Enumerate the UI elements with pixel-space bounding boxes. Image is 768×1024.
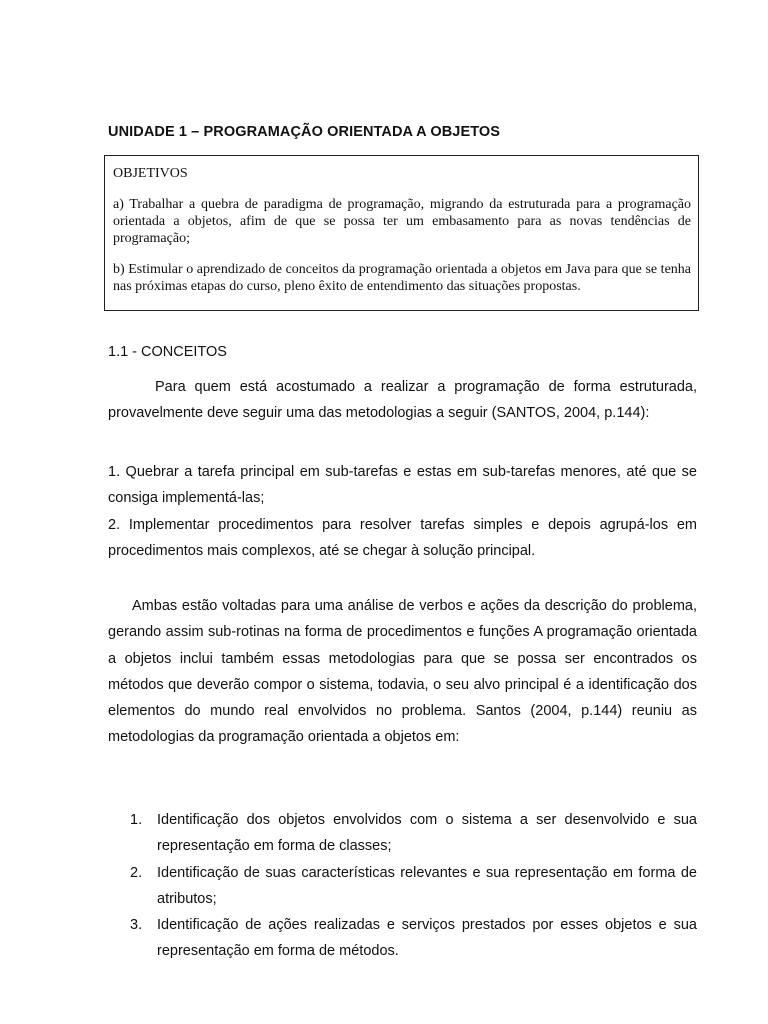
method-2: 2. Implementar procedimentos para resolver tarefas simples e depois agrupá-los em procedimentos mais complexos, até se chegar à solução principal. <box>108 516 697 559</box>
objective-item-a: a) Trabalhar a quebra de paradigma de programação, migrando da estruturada para a programação orientada a objetos, afim de que se possa ter um embasamento para as novas tendências de programação; <box>113 197 691 246</box>
objective-item-b: b) Estimular o aprendizado de conceitos da programação orientada a objetos em Java para que se tenha nas próximas etapas do curso, pleno êxito de entendimento das situações propostas. <box>113 262 691 294</box>
list-item <box>130 912 697 965</box>
objectives-box <box>104 155 699 311</box>
method-1: 1. Quebrar a tarefa principal em sub-tarefas e estas em sub-tarefas menores, até que se consiga implementá-las; <box>108 464 697 507</box>
document-page <box>108 0 697 1024</box>
objectives-heading: OBJETIVOS <box>113 166 188 181</box>
list-item-number: 1. <box>130 812 143 828</box>
list-item-number: 2. <box>130 864 143 881</box>
methodology-list <box>130 807 697 965</box>
list-item-number: 3. <box>130 917 143 934</box>
list-item <box>130 860 697 913</box>
intro-paragraph-block <box>108 374 697 427</box>
methods-block <box>108 459 697 564</box>
list-item-text: Identificação de ações realizadas e serviços prestados por esses objetos e sua representação em forma de métodos. <box>157 917 697 960</box>
paragraph-2: Ambas estão voltadas para uma análise de verbos e ações da descrição do problema, gerando assim sub-rotinas na forma de procedimentos e funções A programação orientada a objetos inclui também essas metodologias para que se possa ser encontrados os métodos que deverão compor o sistema, todavia, o seu alvo principal é a identificação dos elementos do mundo real envolvidos no problema. Santos (2004, p.144) reuniu as metodologias da programação orientada a objetos em: <box>108 598 697 746</box>
paragraph-2-block <box>108 593 697 751</box>
section-heading: 1.1 - CONCEITOS <box>108 344 227 360</box>
paragraph-1: Para quem está acostumado a realizar a programação de forma estruturada, provavelmente deve seguir uma das metodologias a seguir (SANTOS, 2004, p.144): <box>108 379 697 422</box>
unit-title: UNIDADE 1 – PROGRAMAÇÃO ORIENTADA A OBJETOS <box>108 124 501 140</box>
list-item <box>130 807 697 860</box>
list-item-text: Identificação dos objetos envolvidos com o sistema a ser desenvolvido e sua representação em forma de classes; <box>157 812 697 855</box>
list-item-text: Identificação de suas características relevantes e sua representação em forma de atributos; <box>157 864 697 907</box>
